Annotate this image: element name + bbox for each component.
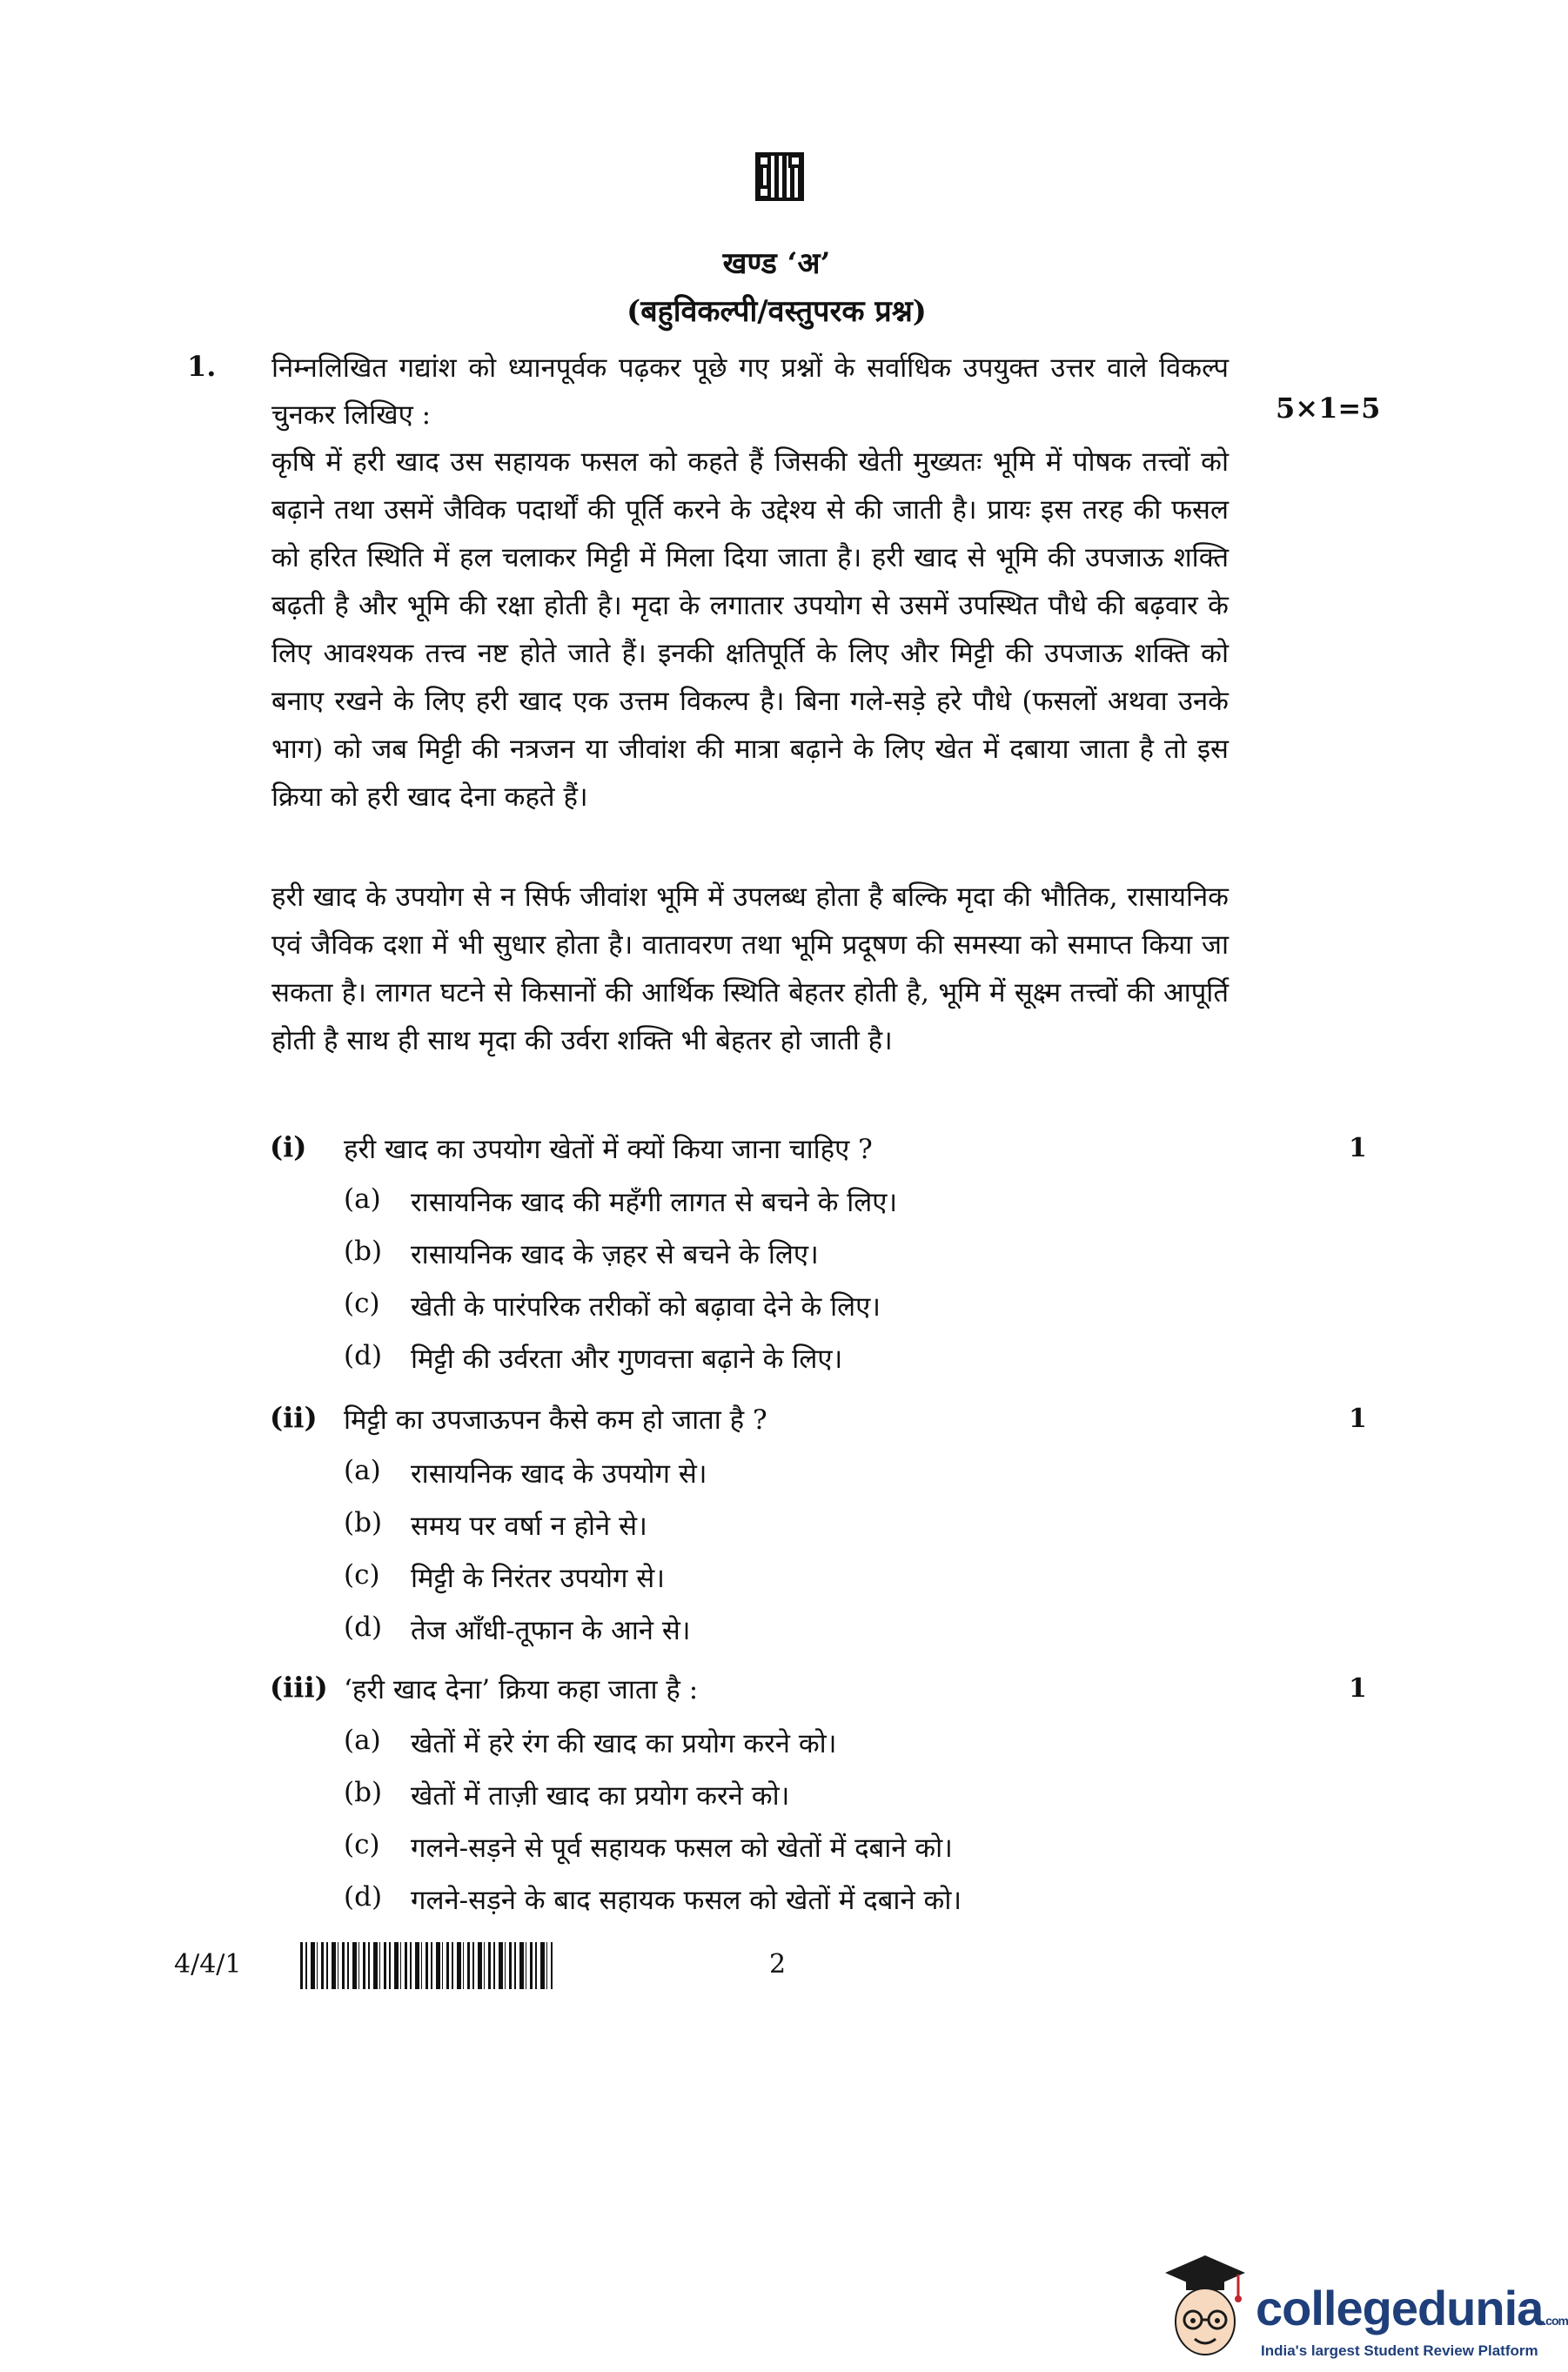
- subquestion-text: ‘हरी खाद देना’ क्रिया कहा जाता है :: [344, 1674, 699, 1705]
- option-text: गलने-सड़ने से पूर्व सहायक फसल को खेतों में दबाने को।: [411, 1833, 953, 1864]
- paper-code: 4/4/1: [174, 1949, 242, 1980]
- mascot-icon: [1162, 2254, 1249, 2358]
- option-text: रासायनिक खाद के ज़हर से बचने के लिए।: [411, 1239, 819, 1270]
- option-label: (c): [344, 1829, 380, 1860]
- subquestion-mark: 1: [1349, 1404, 1367, 1434]
- option-text: खेतों में ताज़ी खाद का प्रयोग करने को।: [411, 1780, 790, 1812]
- option-text: मिट्टी के निरंतर उपयोग से।: [411, 1563, 666, 1594]
- passage-paragraph-2: हरी खाद के उपयोग से न सिर्फ जीवांश भूमि में उपलब्ध होता है बल्कि मृदा की भौतिक, रासायनिक एवं जैविक दशा में भी सुधार होता है। वातावरण तथा भूमि प्रदूषण की समस्या को समाप्त किया जा सकता है। लागत घटने से किसानों की आर्थिक स्थिति बेहतर होती है, भूमि में सूक्ष्म तत्त्वों की आपूर्ति होती है साथ ही साथ मृदा की उर्वरा शक्ति भी बेहतर हो जाती है।: [271, 881, 1229, 1056]
- option-text: समय पर वर्षा न होने से।: [411, 1511, 647, 1542]
- barcode: [300, 1942, 553, 1989]
- passage-paragraph-1: कृषि में हरी खाद उस सहायक फसल को कहते हैं जिसकी खेती मुख्यतः भूमि में पोषक तत्त्वों को बढ़ाने तथा उसमें जैविक पदार्थों की पूर्ति करने के उद्देश्य से की जाती है। प्रायः इस तरह की फसल को हरित स्थिति में हल चलाकर मिट्टी में मिला दिया जाता है। हरी खाद से भूमि की उपजाऊ शक्ति बढ़ती है और भूमि की रक्षा होती है। मृदा के लगातार उपयोग से उसमें उपस्थित पौधे की बढ़वार के लिए आवश्यक तत्त्व नष्ट होते जाते हैं। इनकी क्षतिपूर्ति के लिए और मिट्टी की उपजाऊ शक्ति को बनाए रखने के लिए हरी खाद एक उत्तम विकल्प है। बिना गले-सड़े हरे पौधे (फसलों अथवा उनके भाग) को जब मिट्टी की नत्रजन या जीवांश की मात्रा बढ़ाने के लिए खेत में दबाया जाता है तो इस क्रिया को हरी खाद देना कहते हैं।: [271, 446, 1229, 813]
- page-number: 2: [769, 1949, 787, 1980]
- section-title: खण्ड ‘अ’: [722, 246, 831, 281]
- option-label: (c): [344, 1559, 380, 1591]
- option-label: (b): [344, 1777, 383, 1808]
- section-subtitle: (बहुविकल्पी/वस्तुपरक प्रश्न): [627, 294, 927, 329]
- option-label: (d): [344, 1340, 383, 1371]
- subquestion-text: हरी खाद का उपयोग खेतों में क्यों किया जाना चाहिए ?: [344, 1134, 873, 1165]
- option-text: मिट्टी की उर्वरता और गुणवत्ता बढ़ाने के लिए।: [411, 1343, 843, 1375]
- option-label: (b): [344, 1236, 383, 1267]
- option-label: (d): [344, 1611, 383, 1643]
- subquestion-mark: 1: [1349, 1133, 1367, 1163]
- option-label: (a): [344, 1183, 381, 1215]
- option-text: रासायनिक खाद के उपयोग से।: [411, 1458, 707, 1490]
- option-text: रासायनिक खाद की महँगी लागत से बचने के लिए।: [411, 1187, 898, 1218]
- brand-suffix: .com: [1543, 2314, 1568, 2328]
- subquestion-number: (ii): [270, 1401, 318, 1434]
- question-marks: 5×1=5: [1276, 392, 1381, 425]
- subquestion-number: (i): [270, 1130, 307, 1163]
- option-text: गलने-सड़ने के बाद सहायक फसल को खेतों में दबाने को।: [411, 1885, 962, 1916]
- option-text: तेज आँधी-तूफान के आने से।: [411, 1615, 691, 1646]
- brand-name: collegedunia: [1256, 2281, 1544, 2335]
- option-text: खेतों में हरे रंग की खाद का प्रयोग करने को।: [411, 1728, 837, 1759]
- subquestion-mark: 1: [1349, 1673, 1367, 1704]
- option-label: (d): [344, 1881, 383, 1913]
- option-label: (c): [344, 1288, 380, 1319]
- option-label: (a): [344, 1455, 381, 1486]
- subquestion-number: (iii): [270, 1671, 328, 1704]
- option-label: (a): [344, 1725, 381, 1756]
- qr-code: [755, 152, 804, 201]
- option-text: खेती के पारंपरिक तरीकों को बढ़ावा देने के लिए।: [411, 1291, 881, 1323]
- collegedunia-logo: [1162, 2245, 1568, 2372]
- option-label: (b): [344, 1507, 383, 1538]
- brand-tagline: India's largest Student Review Platform: [1261, 2342, 1538, 2359]
- subquestion-text: मिट्टी का उपजाऊपन कैसे कम हो जाता है ?: [344, 1404, 767, 1436]
- question-instruction: निम्नलिखित गद्यांश को ध्यानपूर्वक पढ़कर पूछे गए प्रश्नों के सर्वाधिक उपयुक्त उत्तर वाले विकल्प चुनकर लिखिए :: [271, 352, 1229, 431]
- question-number: 1.: [187, 350, 217, 383]
